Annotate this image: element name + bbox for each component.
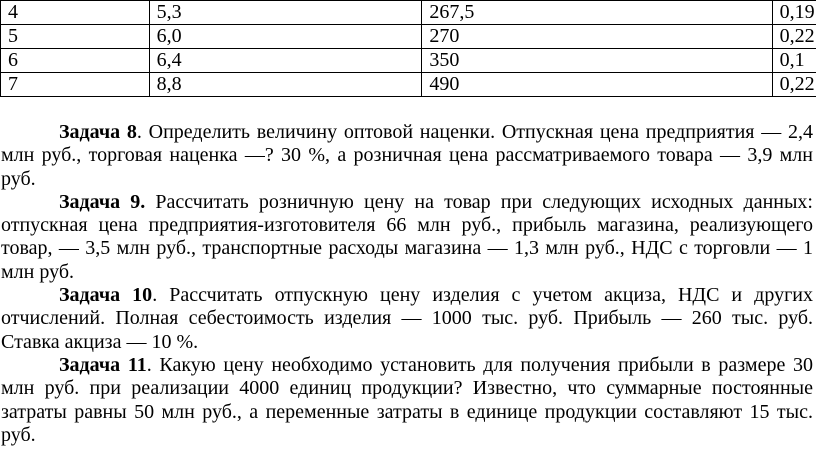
table-cell: 0,1 [772, 49, 816, 73]
task-text: . Рассчитать отпускную цену изделия с учетом акциза, НДС и других отчислений. Полная себестоимость изделия — 1000 тыс. руб. Прибыль — 260 тыс. руб. Ставка акциза — 10 %. [1, 284, 813, 353]
table-cell: 0,19 [772, 1, 816, 25]
task-title: Задача 9. [59, 190, 146, 213]
task-title: Задача 10 [59, 284, 153, 307]
task-11 [1, 354, 813, 447]
table-cell: 6,0 [149, 25, 422, 49]
task-title: Задача 8 [59, 121, 137, 143]
data-table-container [0, 0, 816, 97]
table-row [1, 25, 816, 49]
table-cell: 4 [1, 1, 150, 25]
task-text: . Какую цену необходимо установить для получения прибыли в размере 30 млн руб. при реализации 4000 единиц продукции? Известно, что суммарные постоянные затраты равны 50 млн руб., а переменные затраты в единице продукции составляют 15 тыс. руб. [1, 353, 813, 446]
table-row [1, 73, 816, 97]
table-cell: 0,22 [772, 25, 816, 49]
task-title: Задача 11 [59, 353, 147, 376]
task-text: Рассчитать розничную цену на товар при следующих исходных данных: отпускная цена предприятия-изготовителя 66 млн руб., прибыль магазина, реализующего товар, — 3,5 млн руб., транспортные расходы магазина — 1,3 млн руб., НДС с торговли — 1 млн руб. [1, 190, 813, 283]
table-row [1, 1, 816, 25]
table-cell: 5,3 [149, 1, 422, 25]
table-cell: 267,5 [422, 1, 772, 25]
table-cell: 0,22 [772, 73, 816, 97]
table-cell: 7 [1, 73, 150, 97]
task-list [1, 121, 813, 447]
table-cell: 270 [422, 25, 772, 49]
table-cell: 6,4 [149, 49, 422, 73]
table-cell: 8,8 [149, 73, 422, 97]
table-cell: 5 [1, 25, 150, 49]
table-cell: 350 [422, 49, 772, 73]
task-8 [1, 121, 813, 191]
task-9 [1, 191, 813, 284]
table-cell: 6 [1, 49, 150, 73]
table-row [1, 49, 816, 73]
task-text: . Определить величину оптовой наценки. Отпускная цена предприятия — 2,4 млн руб., торговая наценка —? 30 %, а розничная цена рассматриваемого товара — 3,9 млн руб. [1, 121, 813, 190]
data-table [0, 0, 816, 97]
task-10 [1, 284, 813, 354]
table-cell: 490 [422, 73, 772, 97]
